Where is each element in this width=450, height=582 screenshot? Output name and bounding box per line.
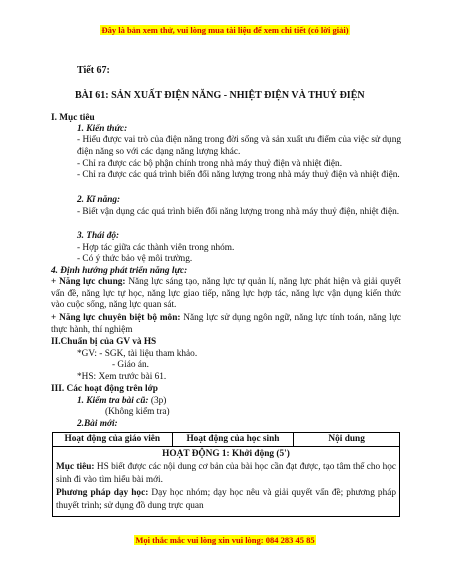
student-activity-header: Hoạt động của học sinh <box>172 433 294 447</box>
teacher-prep: *GV: - SGK, tài liệu tham khảo. <box>77 349 198 359</box>
table-header-row <box>53 433 400 447</box>
check-time: (3p) <box>148 396 167 406</box>
lesson-title: BÀI 61: SẢN XUẤT ĐIỆN NĂNG - NHIỆT ĐIỆN VÀ THUỶ ĐIỆN <box>75 90 365 101</box>
activity-1-cell <box>53 447 400 517</box>
table-row <box>53 447 400 517</box>
general-competency-text: Năng lực sáng tạo, năng lực tự quản lí, năng lực phát hiện và giải quyết vấn đề, năng lực tự học, năng lực giao tiếp, năng lực hợp tác, năng lực vận dụng kiến thức vào cuộc sống, năng lực quan sát. <box>51 277 401 311</box>
objectives-heading: I. Mục tiêu <box>51 113 95 123</box>
specific-competency-label: + Năng lực chuyên biệt bộ môn: <box>51 313 181 323</box>
contact-banner: Mọi thắc mắc vui lòng xin vui lòng: 084 283 45 85 <box>135 535 315 545</box>
skills-item: - Biết vận dụng các quá trình biến đổi năng lượng trong nhà máy thuỷ điện, nhiệt điện. <box>77 207 400 217</box>
specific-competency-text: Năng lực sử dụng ngôn ngữ, năng lực tính toán, năng lực thực hành, thí nghiệm <box>51 313 401 335</box>
teacher-activity-header: Hoạt động của giáo viên <box>53 433 173 447</box>
general-competency-label: + Năng lực chung: <box>51 277 126 287</box>
preview-banner: Đây là bản xem thử, vui lòng mua tài liệu để xem chi tiết (có lời giải) <box>101 25 349 35</box>
activities-heading: III. Các hoạt động trên lớp <box>51 384 158 394</box>
goal-label: Mục tiêu: <box>56 462 95 473</box>
knowledge-item: - Chỉ ra được các quá trình biến đổi năng lượng trong nhà máy thuỷ điện và nhiệt điện. <box>77 170 400 180</box>
knowledge-heading: 1. Kiến thức: <box>77 124 128 134</box>
specific-competency <box>51 313 401 336</box>
knowledge-item: - Chỉ ra được các bộ phận chính trong nhà máy thuỷ điện và nhiệt điện. <box>77 159 343 169</box>
activity-1-method <box>56 487 396 513</box>
competency-heading: 4. Định hướng phát triển năng lực: <box>51 266 188 276</box>
method-text: Dạy học nhóm; dạy học nêu và giải quyết vấn đề; phương pháp thuyết trình; sử dụng đồ dung trực quan <box>56 488 396 512</box>
teacher-prep-2: - Giáo án. <box>112 360 149 370</box>
check-note: (Không kiểm tra) <box>105 407 170 417</box>
attitude-heading: 3. Thái độ: <box>77 231 120 241</box>
check-old-lesson <box>77 396 166 408</box>
activity-1-goal <box>56 461 396 487</box>
preparation-heading: II.Chuẩn bị của GV và HS <box>51 337 157 347</box>
method-label: Phương pháp dạy học: <box>56 488 149 499</box>
skills-heading: 2. Kĩ năng: <box>77 195 121 205</box>
knowledge-item: - Hiểu được vai trò của điện năng trong đời sống và sản xuất ưu điểm của việc sử dụng điện năng so với các dạng năng lượng khác. <box>77 135 401 157</box>
general-competency <box>51 277 401 312</box>
check-label: 1. Kiểm tra bài cũ: <box>77 396 149 406</box>
content-header: Nội dung <box>294 433 400 447</box>
student-prep: *HS: Xem trước bài 61. <box>77 372 167 382</box>
attitude-item: - Có ý thức bảo vệ môi trường. <box>77 254 193 264</box>
goal-text: HS biết được các nội dung cơ bản của bài học cần đạt được, tạo tâm thế cho học sinh đi vào tìm hiểu bài mới. <box>56 462 396 486</box>
activity-table <box>52 432 400 517</box>
new-lesson-heading: 2.Bài mới: <box>77 419 118 429</box>
activity-1-title: HOẠT ĐỘNG 1: Khởi động (5') <box>162 449 290 460</box>
attitude-item: - Hợp tác giữa các thành viên trong nhóm. <box>77 243 235 253</box>
period-label: Tiết 67: <box>77 65 110 76</box>
